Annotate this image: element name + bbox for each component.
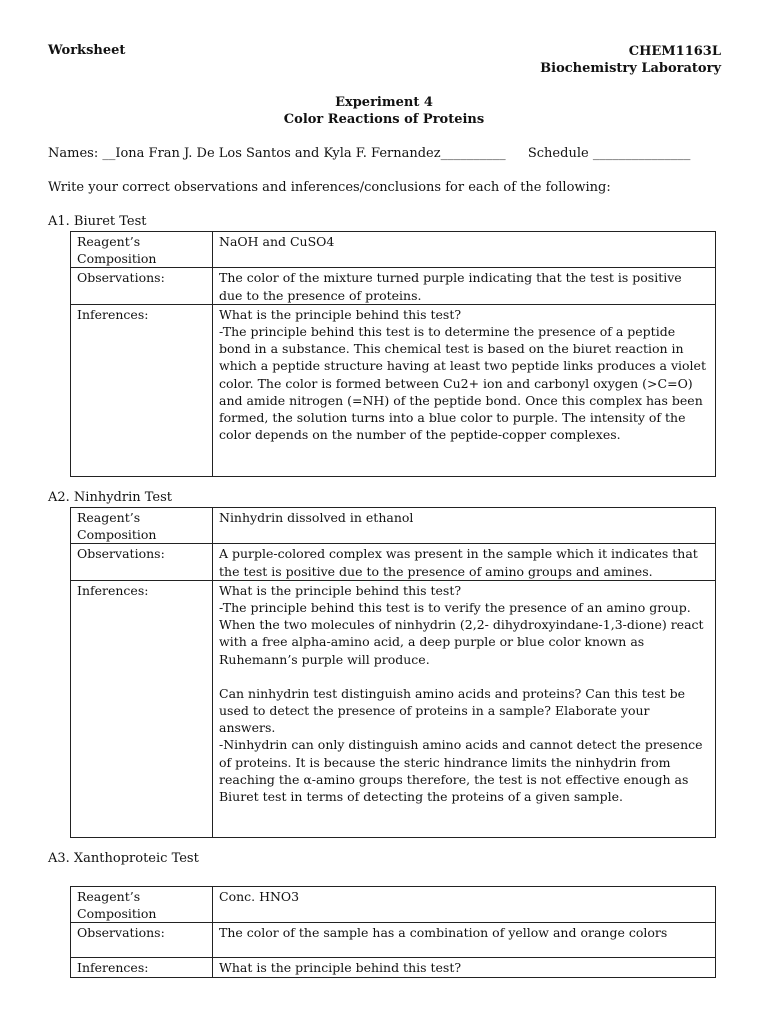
lab-name: Biochemistry Laboratory bbox=[540, 61, 721, 76]
section-title-biuret: A1. Biuret Test bbox=[48, 214, 147, 229]
table-row bbox=[71, 923, 716, 958]
inference-answer: -Ninhydrin can only distinguish amino acids and cannot detect the presence of proteins. It is because the steric hindrance limits the ninhydrin from reaching the α-amino groups therefore, the test is not effective enough as Biuret test in terms of detecting the proteins of a given sample. bbox=[219, 737, 703, 805]
reagent-value: Conc. HNO3 bbox=[213, 887, 716, 923]
inferences-label: Inferences: bbox=[71, 580, 213, 837]
observations-label: Observations: bbox=[71, 268, 213, 304]
table-row bbox=[71, 958, 716, 977]
inference-question: What is the principle behind this test? bbox=[219, 960, 462, 976]
inferences-label: Inferences: bbox=[71, 304, 213, 476]
table-row bbox=[71, 887, 716, 923]
reagent-value: Ninhydrin dissolved in ethanol bbox=[213, 508, 716, 544]
schedule-value: _______________ bbox=[592, 146, 691, 161]
inference-answer: -The principle behind this test is to determine the presence of a peptide bond in a substance. This chemical test is based on the biuret reaction in which a peptide structure having at least two peptide links produces a violet color. The color is formed between Cu2+ ion and carbonyl oxygen (>C=O) and amide nitrogen (=NH) of the peptide bond. Once this complex has been formed, the solution turns into a blue color to purple. The intensity of the color depends on the number of the peptide-copper complexes. bbox=[219, 324, 706, 443]
course-code: CHEM1163L bbox=[628, 44, 721, 59]
names-value: __Iona Fran J. De Los Santos and Kyla F. Fernandez__________ bbox=[102, 146, 506, 161]
experiment-number: Experiment 4 bbox=[335, 95, 433, 110]
reagent-value: NaOH and CuSO4 bbox=[213, 232, 716, 268]
table-row bbox=[71, 268, 716, 304]
table-row bbox=[71, 544, 716, 580]
course-header bbox=[540, 43, 721, 77]
observations-label: Observations: bbox=[71, 544, 213, 580]
reagent-label: Reagent’s Composition bbox=[71, 232, 213, 268]
inferences-value bbox=[213, 958, 716, 977]
biuret-table bbox=[70, 231, 716, 477]
names-line bbox=[48, 146, 690, 161]
table-row bbox=[71, 304, 716, 476]
ninhydrin-table bbox=[70, 507, 716, 838]
inference-question: Can ninhydrin test distinguish amino acids and proteins? Can this test be used to detect the presence of proteins in a sample? Elaborate your answers. bbox=[219, 685, 686, 736]
inference-answer: -The principle behind this test is to verify the presence of an amino group. When the two molecules of ninhydrin (2,2- dihydroxyindane-1,3-dione) react with a free alpha-amino acid, a deep purple or blue color known as Ruhemann’s purple will produce. bbox=[219, 600, 704, 667]
reagent-label: Reagent’s Composition bbox=[71, 508, 213, 544]
xanthoproteic-table bbox=[70, 886, 716, 978]
schedule-label: Schedule bbox=[527, 146, 589, 161]
document-title bbox=[0, 94, 768, 128]
table-row bbox=[71, 508, 716, 544]
table-row bbox=[71, 232, 716, 268]
inferences-label: Inferences: bbox=[71, 958, 213, 977]
worksheet-label: Worksheet bbox=[48, 43, 126, 58]
inference-question: What is the principle behind this test? bbox=[219, 582, 462, 598]
section-title-xanthoproteic: A3. Xanthoproteic Test bbox=[48, 851, 199, 866]
inference-question: What is the principle behind this test? bbox=[219, 306, 462, 322]
section-title-ninhydrin: A2. Ninhydrin Test bbox=[48, 490, 172, 505]
names-label: Names: bbox=[48, 146, 99, 161]
observations-value: A purple-colored complex was present in the sample which it indicates that the test is positive due to the presence of amino groups and amines. bbox=[213, 544, 716, 580]
observations-value: The color of the mixture turned purple indicating that the test is positive due to the presence of proteins. bbox=[213, 268, 716, 304]
inferences-value bbox=[213, 304, 716, 476]
table-row bbox=[71, 580, 716, 837]
observations-label: Observations: bbox=[71, 923, 213, 958]
reagent-label: Reagent’s Composition bbox=[71, 887, 213, 923]
instructions: Write your correct observations and inferences/conclusions for each of the following: bbox=[48, 180, 611, 195]
experiment-name: Color Reactions of Proteins bbox=[283, 112, 485, 127]
inferences-value bbox=[213, 580, 716, 837]
observations-value: The color of the sample has a combination of yellow and orange colors bbox=[213, 923, 716, 958]
